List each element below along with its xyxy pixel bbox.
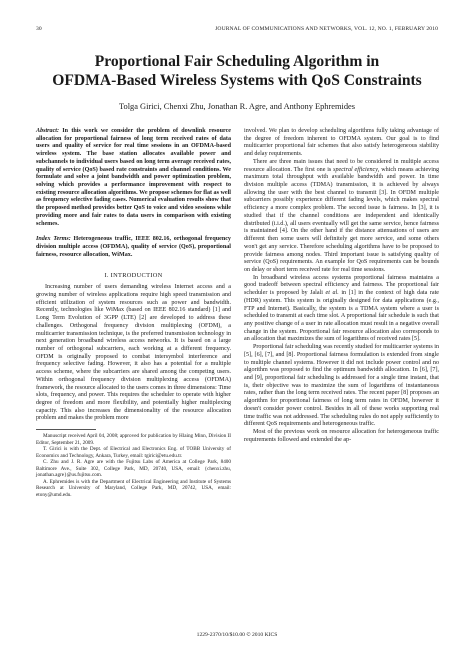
body-paragraph: Most of the previous work on resource allocation for heterogeneous traffic requirements followed and extended the ap- <box>244 429 439 443</box>
footnote-girici: T. Girici is with the Dept. of Electrical and Electronics Eng. of TOBB University of Economics and Technology, Ankara, Turkey, email: tgirici@etu.edu.tr. <box>36 446 231 459</box>
index-terms-label: Index Terms: <box>36 236 71 243</box>
footnotes <box>36 433 231 498</box>
footnote-manuscript: Manuscript received April 04, 2008; approved for publication by Hlaing Minn, Division II Editor, September 21, 2009. <box>36 433 231 446</box>
body-paragraph: involved. We plan to develop scheduling algorithms fully taking advantage of the degree of freedom inherent to OFDMA system. Our goal is to find multicarrier proportional fair schemes that also satisfy heterogeneous stability and delay requirements. <box>244 128 439 158</box>
left-column <box>36 128 231 498</box>
footnote-ephremides: A. Ephremides is with the Department of Electrical Engineering and Institute of Systems Research at University of Maryland, College Park, MD, 20742, USA, email: etony@umd.edu. <box>36 478 231 498</box>
right-column <box>244 128 439 444</box>
abstract-label: Abstract: <box>36 128 60 134</box>
footnote-rule <box>36 429 96 430</box>
page-number: 30 <box>36 26 42 32</box>
abstract <box>36 128 231 228</box>
footnote-zhu-agre: C. Zhu and J. R. Agre are with the Fujitsu Labs of America at College Park, 8400 Baltimore Ave., Suite 302, College Park, MD, 20740, USA, email: {chenxi.zhu, jonathan.agre}@us.fujitsu.com. <box>36 459 231 479</box>
paper-title <box>36 52 438 90</box>
journal-header: JOURNAL OF COMMUNICATIONS AND NETWORKS, VOL. 12, NO. 1, FEBRUARY 2010 <box>215 26 438 32</box>
intro-paragraph: Increasing number of users demanding wireless Internet access and a growing number of wireless applications require high speed transmission and efficient utilization of system resources such as power and bandwidth. Recently, technologies like WiMax (based on IEEE 802.16 standard) [1] and Long Term Evolution of 3GPP (LTE) [2] are developed to address these challenges. Orthogonal frequency division multiplexing (OFDM), a multicarrier transmission technique, is the preferred transmission technology in next generation broadband wireless access networks. It is based on a large number of orthogonal subcarriers, each working at a different frequency. OFDM is originally proposed to combat intersymbol interference and frequency selective fading. However, it also has a potential for a multiple access scheme, where the subcarriers are shared among the competing users. Within orthogonal frequency division multiplexing access (OFDMA) framework, the resource allocated to the users comes in three dimensions: Time slots, frequency, and power. This requires the scheduler to operate with higher degree of freedom and more flexibility, and potentially higher multiplexing capacity. This also increases the dimensionality of the resource allocation problem and makes the problem more <box>36 284 231 422</box>
title-line-2: OFDMA-Based Wireless Systems with QoS Constraints <box>52 72 422 89</box>
body-paragraph: In broadband wireless access systems proportional fairness maintains a good tradeoff between spectral efficiency and fairness. The proportional fair scheduler is proposed by Jalali et al. in [1] in the context of high data rate (HDR) system. This system is originally designed for data applications (e.g., FTP and Internet). Basically, the system is a TDMA system where a user is scheduled to transmit at each time slot. A proportional fair schedule is such that any positive change of a user in rate allocation must result in a negative overall change in the system. Proportional fair resource allocation also corresponds to an allocation that maximizes the sum of logarithms of received rates [5]. <box>244 274 439 343</box>
author-list: Tolga Girici, Chenxi Zhu, Jonathan R. Agre, and Anthony Ephremides <box>119 102 355 111</box>
page-footer: 1229-2370/10/$10.00 © 2010 KICS <box>196 632 278 638</box>
body-paragraph: There are three main issues that need to be considered in multiple access resource allocation. The first one is spectral efficiency, which means achieving maximum total throughput with available bandwidth and power. In time division multiple access (TDMA) transmission, it is achieved by always allowing the user with the best channel to transmit [3]. In OFDM multiple subcarriers possibly experience different fading levels, which makes spectral efficiency a more complex problem. The second issue is fairness. In [3], it is studied that if the channel conditions are independent and identically distributed (i.i.d.), all users eventually will get the same service, hence fairness is maintained [4]. On the other hand if the distance attenuations of users are different then some users will definitely get more service, and some others won't get any service. Therefore scheduling algorithms have to be proposed to provide fairness among nodes. Third important issue is satisfying quality of service (QoS) requirements. An example for QoS requirements can be bounds on delay or short term received rate for real time sessions. <box>244 158 440 273</box>
body-paragraph: Proportional fair scheduling was recently studied for multicarrier systems in [5], [6], [7], and [8]. Proportional fairness formulation is extended from single to multiple channel systems. However it did not include power control and no algorithm was proposed to find the optimum bandwidth allocation. In [6], [7], and [9], proportional fair scheduling is addressed for a single time instant, that is, their objective was to maximize the sum of logarithms of instantaneous rates, rather than the long term received rates. The recent paper [8] proposes an algorithm for proportional fairness of long term rates in OFDM, however it doesn't consider power control. Besides in all of these works supporting real time traffic was not addressed. The scheduling rules do not apply sufficiently to different QoS requirements and heterogeneous traffic. <box>244 344 439 428</box>
running-header <box>36 26 438 36</box>
index-terms <box>36 236 231 259</box>
index-terms-text: Heterogeneous traffic, IEEE 802.16, orthogonal frequency division multiple access (OFDMA), quality of service (QoS), proportional fairness, resource allocation, WiMax. <box>36 236 231 258</box>
title-line-1: Proportional Fair Scheduling Algorithm in <box>94 53 380 70</box>
abstract-text: In this work we consider the problem of downlink resource allocation for proportional fairness of long term received rates of data users and quality of service for real time sessions in an OFDMA-based wireless system. The base station allocates available power and subchannels to individual users based on long term average received rates, quality of service (QoS) based rate constraints and channel conditions. We formulate and solve a joint bandwidth and power optimization problem, solving which provides a performance improvement with respect to existing resource allocation algorithms. We propose schemes for flat as well as frequency selective fading cases. Numerical evaluation results show that the proposed method provides better QoS to voice and video sessions while providing more and fair rates to data users in comparison with existing schemes. <box>36 128 231 227</box>
section-heading-introduction: I. INTRODUCTION <box>104 271 163 279</box>
